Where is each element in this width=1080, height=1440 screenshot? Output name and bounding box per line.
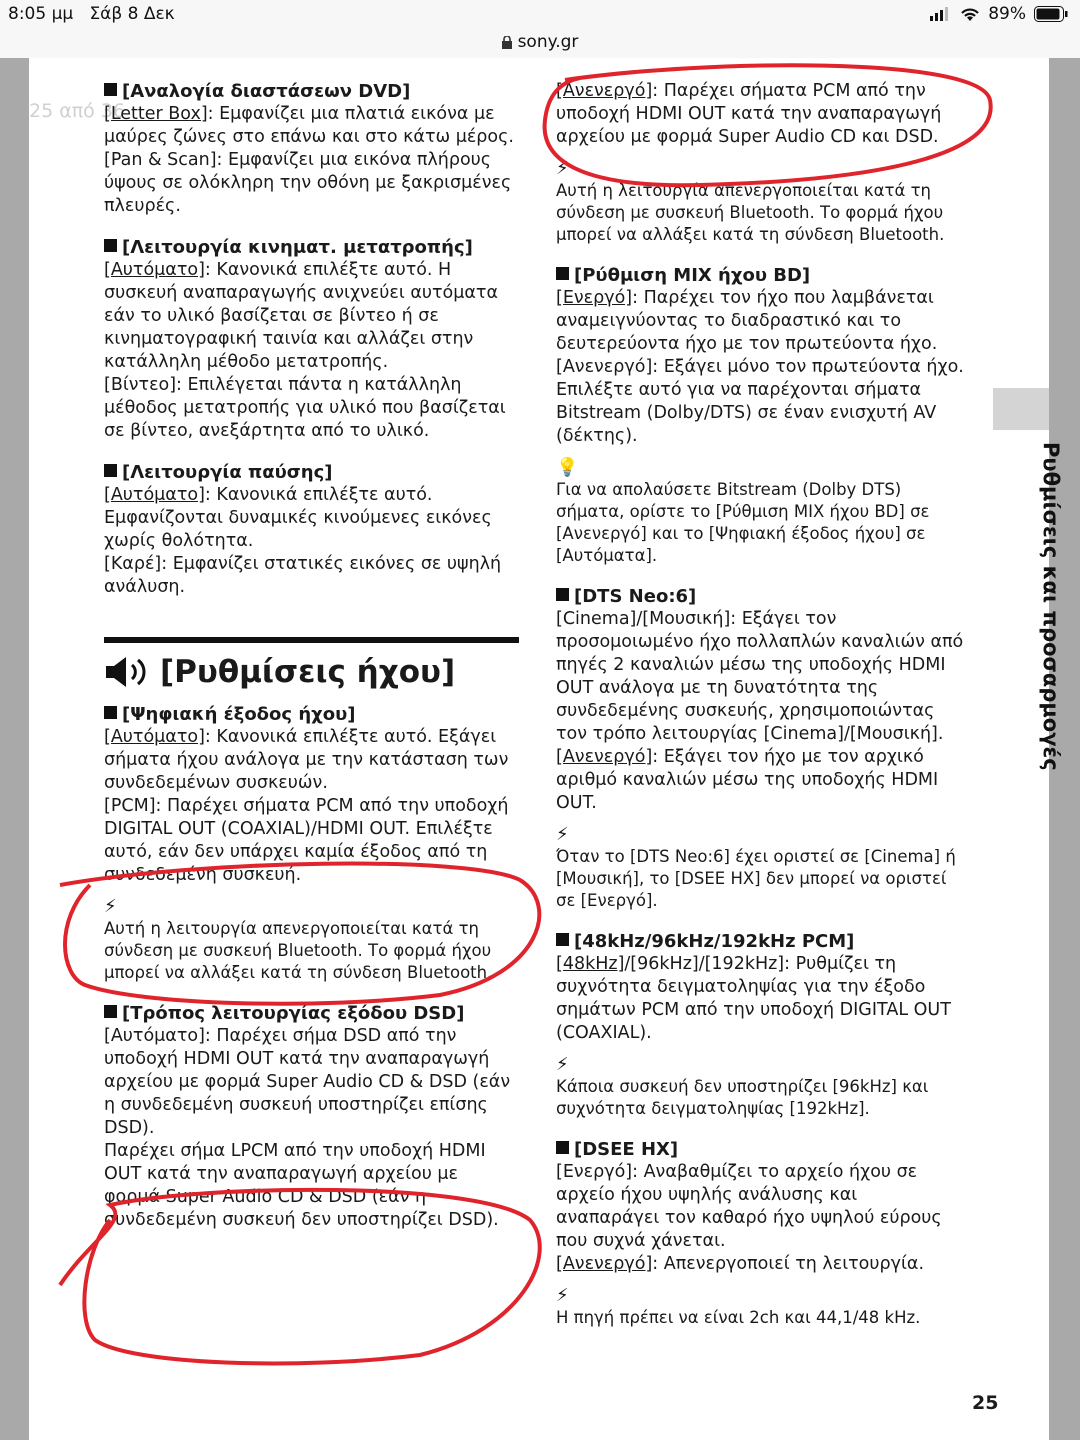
paragraph: [Βίντεο]: Επιλέγεται πάντα η κατάλληλη μέθοδος μετατροπής για υλικό που βασίζεται σε βίντεο, ανεξάρτητα από το υλικό. <box>104 375 506 441</box>
warning-icon: ⚡ <box>104 896 117 917</box>
address-bar[interactable] <box>0 30 1080 58</box>
paragraph: [Αυτόματο]: Κανονικά επιλέξτε αυτό. Εξάγει σήματα ήχου ανάλογα με την κατάσταση των συνδεδεμένων συσκευών. <box>104 727 509 793</box>
side-tab-label: Ρυθμίσεις και προσαρμογές <box>1039 442 1063 771</box>
paragraph: [Αυτόματο]: Κανονικά επιλέξτε αυτό. Εμφανίζονται δυναμικές κινούμενες εικόνες χωρίς θολότητα. <box>104 485 492 551</box>
heading-cinema-conversion: [Λειτουργία κινηματ. μετατροπής] <box>104 236 519 259</box>
paragraph: [Ανενεργό]: Εξάγει τον ήχο με τον αρχικό αριθμό καναλιών μέσω της υποδοχής HDMI OUT. <box>556 747 939 813</box>
paragraph: [Ανενεργό]: Εξάγει μόνο τον πρωτεύοντα ήχο. Επιλέξτε αυτό για να παρέχονται σήματα Bitstream (Dolby/DTS) σε έναν ενισχυτή AV (δέκτης). <box>556 357 964 446</box>
battery-percent: 89% <box>988 4 1026 24</box>
warning-icon: ⚡ <box>556 824 569 845</box>
heading-bd-mix: [Ρύθμιση MIX ήχου BD] <box>556 264 966 287</box>
paragraph: [Letter Box]: Εμφανίζει μια πλατιά εικόνα με μαύρες ζώνες στο επάνω και στο κάτω μέρος. <box>104 104 514 147</box>
paragraph: [Καρέ]: Εμφανίζει στατικές εικόνες σε υψηλή ανάλυση. <box>104 554 502 597</box>
paragraph: [Pan & Scan]: Εμφανίζει μια εικόνα πλήρους ύψους σε ολόκληρη την οθόνη με ξακρισμένες πλευρές. <box>104 150 512 216</box>
wifi-icon <box>960 7 980 22</box>
note: Κάποια συσκευή δεν υποστηρίζει [96kHz] και συχνότητα δειγματοληψίας [192kHz]. <box>556 1077 929 1118</box>
paragraph: [Ανενεργό]: Απενεργοποιεί τη λειτουργία. <box>556 1254 925 1274</box>
heading-digital-audio-out: [Ψηφιακή έξοδος ήχου] <box>104 703 519 726</box>
battery-icon <box>1034 6 1068 22</box>
warning-icon: ⚡ <box>556 1054 569 1075</box>
heading-dts-neo6: [DTS Neo:6] <box>556 585 966 608</box>
paragraph: [Ενεργό]: Αναβαθμίζει το αρχείο ήχου σε αρχείο ήχου υψηλής ανάλυσης και αναπαράγει τον καθαρό ήχο υψηλού εύρους που συχνά χάνεται. <box>556 1162 942 1251</box>
status-right <box>930 4 1068 24</box>
page-number: 25 <box>972 1392 999 1414</box>
document-page <box>29 58 1063 1440</box>
speaker-icon <box>104 655 150 689</box>
heading-dvd-aspect: [Αναλογία διαστάσεων DVD] <box>104 80 519 103</box>
status-time: 8:05 μμ Σάβ 8 Δεκ <box>8 4 175 24</box>
heading-dsd-output: [Τρόπος λειτουργίας εξόδου DSD] <box>104 1002 519 1025</box>
section-divider <box>104 637 519 643</box>
paragraph: [Ενεργό]: Παρέχει τον ήχο που λαμβάνεται αναμειγνύοντας το διαδραστικό και το δευτερεύοντα ήχο με τον πρωτεύοντα ήχο. <box>556 288 938 354</box>
heading-dsee-hx: [DSEE HX] <box>556 1138 966 1161</box>
signal-icon <box>930 7 952 21</box>
right-column <box>556 80 966 1329</box>
heading-pcm-rate: [48kHz/96kHz/192kHz PCM] <box>556 930 966 953</box>
tip: Για να απολαύσετε Bitstream (Dolby DTS) σήματα, ορίστε το [Ρύθμιση MIX ήχου BD] σε [Ανενεργό] και το [Ψηφιακή έξοδος ήχου] σε [Αυτόματα]. <box>556 480 930 565</box>
note: Αυτή η λειτουργία απενεργοποιείται κατά τη σύνδεση με συσκευή Bluetooth. Το φορμά ήχου μπορεί να αλλάξει κατά τη σύνδεση Bluetooth. <box>556 181 945 244</box>
paragraph: [Αυτόματο]: Παρέχει σήμα DSD από την υποδοχή HDMI OUT κατά την αναπαραγωγή αρχείου με φορμά Super Audio CD & DSD (εάν η συνδεδεμένη συσκευή υποστηρίζει επίσης DSD). <box>104 1026 511 1138</box>
paragraph: Παρέχει σήμα LPCM από την υποδοχή HDMI OUT κατά την αναπαραγωγή αρχείου με φορμά Super Audio CD & DSD (εάν η συνδεδεμένη συσκευή δεν υποστηρίζει DSD). <box>104 1141 499 1230</box>
warning-icon: ⚡ <box>556 1285 569 1306</box>
left-column <box>104 80 519 1232</box>
warning-icon: ⚡ <box>556 158 569 179</box>
status-bar <box>0 0 1080 30</box>
paragraph: [Ανενεργό]: Παρέχει σήματα PCM από την υποδοχή HDMI OUT κατά την αναπαραγωγή αρχείου με φορμά Super Audio CD και DSD. <box>556 81 942 147</box>
paragraph: [Αυτόματο]: Κανονικά επιλέξτε αυτό. Η συσκευή αναπαραγωγής ανιχνεύει αυτόματα εάν το υλικό βασίζεται σε βίντεο ή σε κινηματογραφική ταινία και αλλάζει στην κατάλληλη μέθοδο μετατροπής. <box>104 260 499 372</box>
lock-icon <box>502 36 512 49</box>
side-tab-marker <box>993 388 1049 430</box>
heading-pause-mode: [Λειτουργία παύσης] <box>104 461 519 484</box>
tip-icon: 💡 <box>556 457 579 478</box>
paragraph: [48kHz]/[96kHz]/[192kHz]: Ρυθμίζει τη συχνότητα δειγματοληψίας για την έξοδο σημάτων PCM από την υποδοχή DIGITAL OUT (COAXIAL). <box>556 954 951 1043</box>
note: Όταν το [DTS Neo:6] έχει οριστεί σε [Cinema] ή [Μουσική], το [DSEE HX] δεν μπορεί να οριστεί σε [Ενεργό]. <box>556 847 956 910</box>
paragraph: [Cinema]/[Μουσική]: Εξάγει τον προσομοιωμένο ήχο πολλαπλών καναλιών από πηγές 2 καναλιών μέσω της υποδοχής HDMI OUT ανάλογα με τη δυνατότητα της συνδεδεμένης συσκευής, χρησιμοποιώντας τον τρόπο λειτουργίας [Cinema]/[Μουσική]. <box>556 609 964 744</box>
note: Αυτή η λειτουργία απενεργοποιείται κατά τη σύνδεση με συσκευή Bluetooth. Το φορμά ήχου μπορεί να αλλάξει κατά τη σύνδεση Bluetooth. <box>104 919 493 982</box>
url-text: sony.gr <box>517 32 579 52</box>
section-title: [Ρυθμίσεις ήχου] <box>104 655 519 689</box>
note: Η πηγή πρέπει να είναι 2ch και 44,1/48 kHz. <box>556 1308 921 1327</box>
paragraph: [PCM]: Παρέχει σήματα PCM από την υποδοχή DIGITAL OUT (COAXIAL)/HDMI OUT. Επιλέξτε αυτό, εάν δεν υπάρχει καμία έξοδος από τη συνδεδεμένη συσκευή. <box>104 796 509 885</box>
page-counter-overlay: 25 από 36 <box>29 100 126 122</box>
